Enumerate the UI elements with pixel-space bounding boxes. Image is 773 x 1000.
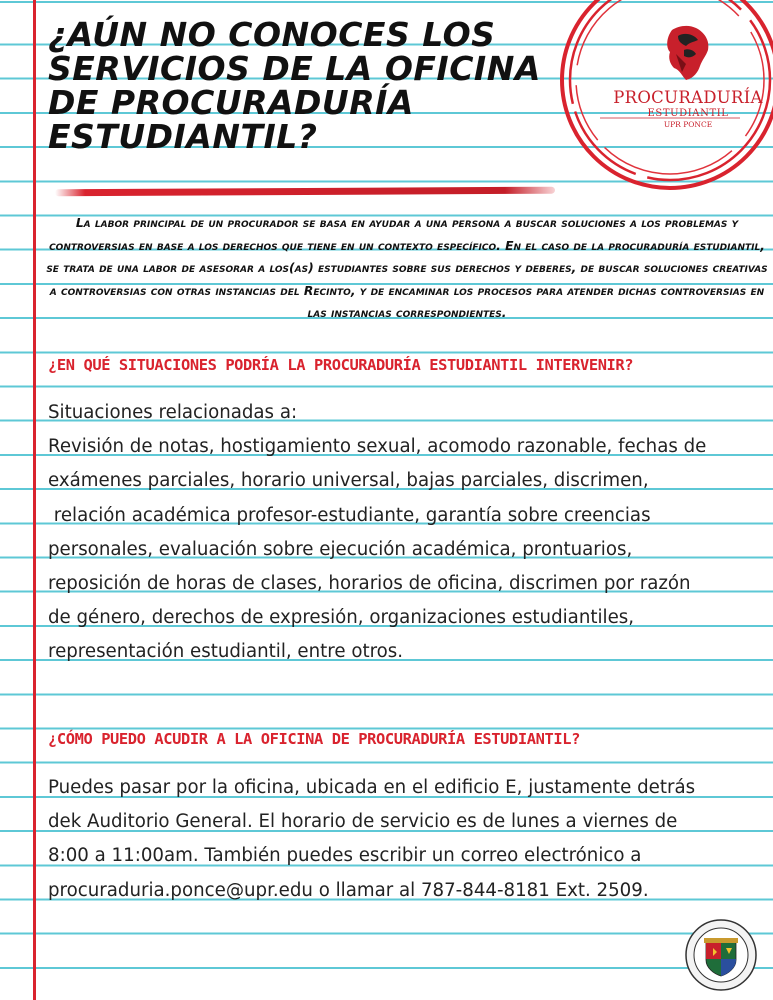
body-line: reposición de horas de clases, horarios de oficina, discrimen por razón (48, 573, 691, 595)
brand-name: PROCURADURÍA (613, 88, 763, 107)
title-brush-underline (55, 187, 555, 197)
body-line: Situaciones relacionadas a: (48, 402, 298, 423)
body-line: representación estudiantil, entre otros. (48, 641, 404, 663)
university-seal-icon (684, 918, 758, 992)
body-line: personales, evaluación sobre ejecución académica, prontuarios, (48, 538, 633, 560)
body-line: Revisión de notas, hostigamiento sexual, acomodo razonable, fechas de (48, 436, 707, 458)
body-line: procuraduria.ponce@upr.edu o llamar al 787-844-8181 Ext. 2509. (48, 879, 649, 901)
procuraduria-brand (603, 88, 773, 129)
body-line: exámenes parciales, horario universal, bajas parciales, discrimen, (48, 470, 649, 492)
intro-paragraph: La labor principal de un procurador se basa en ayudar a una persona a buscar soluciones a los problemas y controversias en base a los derechos que tiene en un contexto específico. En el caso de la procuraduría estudiantil, se trata de una labor de asesorar a los(as) estudiantes sobre sus derechos y deberes, de buscar soluciones creativas a controversias con otras instancias del Recinto, y de encaminar los procesos para atender dichas controversias en las instancias correspondientes. (46, 216, 768, 320)
poster-title: ¿AÚN NO CONOCES LOS SERVICIOS DE LA OFICINA DE PROCURADURÍA ESTUDIANTIL? (48, 15, 541, 156)
body-line: de género, derechos de expresión, organizaciones estudiantiles, (48, 607, 635, 629)
body-line: Puedes pasar por la oficina, ubicada en el edificio E, justamente detrás (48, 777, 696, 798)
situations-heading: ¿EN QUÉ SITUACIONES PODRÍA LA PROCURADURÍA ESTUDIANTIL INTERVENIR? (48, 356, 634, 374)
body-line: 8:00 a 11:00am. También puedes escribir un correo electrónico a (48, 845, 642, 867)
body-line: dek Auditorio General. El horario de servicio es de lunes a viernes de (48, 811, 678, 833)
lion-logo-icon (664, 24, 714, 82)
situations-body (48, 396, 768, 670)
body-line: relación académica profesor-estudiante, garantía sobre creencias (48, 504, 651, 526)
brand-subtitle: ESTUDIANTIL (647, 108, 729, 119)
brand-campus: UPR PONCE (663, 120, 713, 129)
notebook-margin-line (33, 0, 36, 1000)
how-to-reach-heading: ¿CÓMO PUEDO ACUDIR A LA OFICINA DE PROCURADURÍA ESTUDIANTIL? (48, 730, 580, 748)
how-to-reach-body (48, 771, 768, 908)
